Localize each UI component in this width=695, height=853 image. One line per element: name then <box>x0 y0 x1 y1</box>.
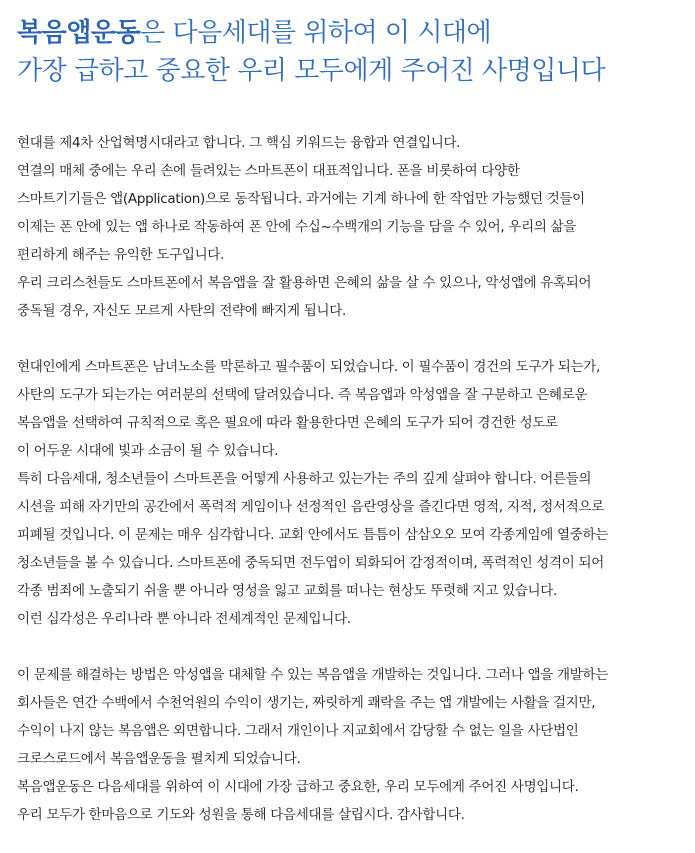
paragraph-line: 우리 모두가 한마음으로 기도와 성원을 통해 다음세대를 살립시다. 감사합니다. <box>17 807 465 823</box>
paragraph-line: 사탄의 도구가 되는가는 여러분의 선택에 달려있습니다. 즉 복음앱과 악성앱을 잘 구분하고 은혜로운 <box>17 387 588 403</box>
paragraph-line: 현대를 제4차 산업혁명시대라고 합니다. 그 핵심 키워드는 융합과 연결입니다. <box>17 135 461 151</box>
paragraph-line: 복음앱을 선택하여 규칙적으로 혹은 필요에 따라 활용한다면 은혜의 도구가 되어 경건한 성도로 <box>17 415 558 431</box>
paragraph-line: 우리 크리스천들도 스마트폰에서 복음앱을 잘 활용하면 은혜의 삶을 살 수 있으나, 악성앱에 유혹되어 <box>17 275 592 291</box>
paragraph-line: 크로스로드에서 복음앱운동을 펼치게 되었습니다. <box>17 751 301 767</box>
paragraph-line: 중독될 경우, 자신도 모르게 사탄의 전략에 빠지게 됩니다. <box>17 303 346 319</box>
paragraph <box>17 661 689 829</box>
paragraph-line: 이 문제를 해결하는 방법은 악성앱을 대체할 수 있는 복음앱을 개발하는 것입니다. 그러나 앱을 개발하는 <box>17 667 608 683</box>
paragraph-line: 각종 범죄에 노출되기 쉬울 뿐 아니라 영성을 잃고 교회를 떠나는 현상도 뚜렷해 지고 있습니다. <box>17 583 558 599</box>
paragraph-line: 회사들은 연간 수백에서 수천억원의 수익이 생기는, 짜릿하게 쾌락을 주는 앱 개발에는 사활을 걸지만, <box>17 695 596 711</box>
page-title <box>17 14 687 90</box>
title-line-2: 가장 급하고 중요한 우리 모두에게 주어진 사명입니다 <box>17 56 606 86</box>
paragraph-gap <box>17 325 689 353</box>
paragraph-line: 이런 심각성은 우리나라 뿐 아니라 전세계적인 문제입니다. <box>17 611 351 627</box>
title-line-1-rest: 은 다음세대를 위하여 이 시대에 <box>140 18 492 48</box>
paragraph-line: 수익이 나지 않는 복음앱은 외면합니다. 그래서 개인이나 지교회에서 감당할 수 없는 일을 사단법인 <box>17 723 579 739</box>
title-line-1 <box>17 14 687 52</box>
paragraph-line: 편리하게 해주는 유익한 도구입니다. <box>17 247 225 263</box>
paragraph-line: 현대인에게 스마트폰은 남녀노소를 막론하고 필수품이 되었습니다. 이 필수품이 경건의 도구가 되는가, <box>17 359 601 375</box>
paragraph-line: 복음앱운동은 다음세대를 위하여 이 시대에 가장 급하고 중요한, 우리 모두에게 주어진 사명입니다. <box>17 779 579 795</box>
paragraph-line: 특히 다음세대, 청소년들이 스마트폰을 어떻게 사용하고 있는가는 주의 깊게 살펴야 합니다. 어른들의 <box>17 471 592 487</box>
paragraph-line: 피폐될 것입니다. 이 문제는 매우 심각합니다. 교회 안에서도 틈틈이 삼삼오오 모여 각종게임에 열중하는 <box>17 527 608 543</box>
paragraph-line: 이 어두운 시대에 빛과 소금이 될 수 있습니다. <box>17 443 279 459</box>
paragraph <box>17 353 689 633</box>
title-highlight: 복음앱운동 <box>17 18 141 48</box>
paragraph-line: 시선을 피해 자기만의 공간에서 폭력적 게임이나 선정적인 음란영상을 즐긴다면 영적, 지적, 정서적으로 <box>17 499 605 515</box>
paragraph-line: 청소년들을 볼 수 있습니다. 스마트폰에 중독되면 전두엽이 퇴화되어 감정적이며, 폭력적인 성격이 되어 <box>17 555 605 571</box>
paragraph-line: 연결의 매체 중에는 우리 손에 들려있는 스마트폰이 대표적입니다. 폰을 비롯하여 다양한 <box>17 163 520 179</box>
paragraph-gap <box>17 633 689 661</box>
paragraph-line: 이제는 폰 안에 있는 앱 하나로 작동하여 폰 안에 수십~수백개의 기능을 담을 수 있어, 우리의 삶을 <box>17 219 577 235</box>
body-text <box>17 129 689 829</box>
paragraph-line: 스마트기기들은 앱(Application)으로 동작됩니다. 과거에는 기계 하나에 한 작업만 가능했던 것들이 <box>17 191 585 207</box>
paragraph <box>17 129 689 325</box>
